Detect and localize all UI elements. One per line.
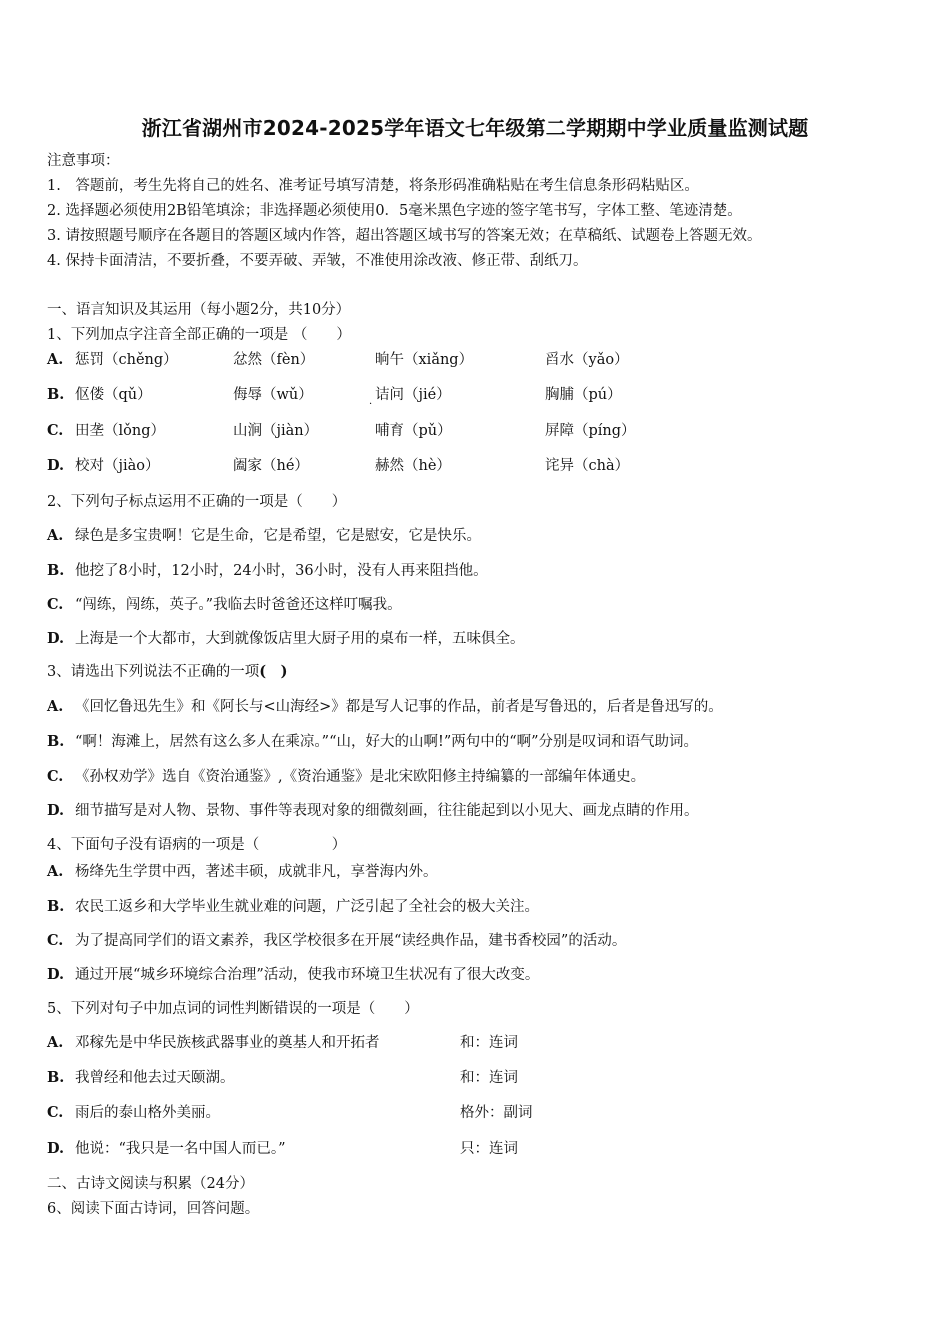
option-label: C.	[47, 932, 64, 949]
option-text: 邓稼先是中华民族核武器事业的奠基人和开拓者	[75, 1035, 380, 1051]
q1-option-c-item: 屏障（píng）	[545, 423, 636, 439]
option-text: 通过开展“城乡环境综合治理”活动，使我市环境卫生状况有了很大改变。	[75, 967, 540, 983]
q1-option-d-item: 诧异（chà）	[545, 458, 630, 474]
q5-option-a	[47, 1033, 380, 1053]
q3-option-b	[47, 732, 698, 752]
q1-option-a-item: 忿然（fèn）	[233, 352, 315, 368]
question-1-stem: 1、下列加点字注音全部正确的一项是 （ ）	[47, 327, 351, 343]
option-text: 我曾经和他去过天颐湖。	[75, 1070, 235, 1086]
option-label: C.	[47, 768, 64, 785]
option-text: 细节描写是对人物、景物、事件等表现对象的细微刻画，往往能起到以小见大、画龙点睛的作用。	[75, 803, 699, 819]
option-label: B.	[47, 1069, 65, 1086]
option-label: B.	[47, 733, 65, 750]
q1-option-a-item: 惩罚（chěng）	[75, 352, 178, 368]
option-label: B.	[47, 562, 65, 579]
q2-option-c	[47, 595, 402, 615]
q3-option-a	[47, 697, 723, 717]
option-text: 上海是一个大都市，大到就像饭店里大厨子用的桌布一样，五味俱全。	[75, 631, 525, 647]
q4-option-a	[47, 862, 438, 882]
option-label: C.	[47, 596, 64, 613]
question-3-stem	[47, 662, 287, 682]
option-label: C.	[47, 422, 64, 439]
option-label: A.	[47, 351, 64, 368]
q1-option-b-item: 诘问（jié）	[375, 387, 451, 403]
option-label: C.	[47, 1104, 64, 1121]
q1-option-b-item: 侮辱（wǔ）	[233, 387, 313, 403]
notice-item: 4. 保持卡面清洁，不要折叠，不要弄破、弄皱，不准使用涂改液、修正带、刮纸刀。	[47, 253, 588, 269]
option-label: D.	[47, 1140, 65, 1157]
question-2-stem: 2、下列句子标点运用不正确的一项是（ ）	[47, 494, 347, 510]
option-label: D.	[47, 630, 65, 647]
option-text: 《回忆鲁迅先生》和《阿长与<山海经>》都是写人记事的作品，前者是写鲁迅的，后者是鲁迅写的。	[75, 699, 723, 715]
answer-paren: ( )	[259, 663, 288, 680]
q1-option-b-label	[47, 385, 75, 405]
emphasis-dot-mark: ·	[369, 399, 373, 410]
notice-item: 2. 选择题必须使用2B铅笔填涂；非选择题必须使用0．5毫米黑色字迹的签字笔书写，字体工整、笔迹清楚。	[47, 203, 742, 219]
q3-option-d	[47, 801, 699, 821]
option-label: D.	[47, 802, 65, 819]
option-label: B.	[47, 898, 65, 915]
q5-option-b-answer: 和：连词	[460, 1070, 518, 1086]
option-text: 他说：“我只是一名中国人而已。”	[75, 1141, 286, 1157]
option-text: 《孙权劝学》选自《资治通鉴》,《资治通鉴》是北宋欧阳修主持编纂的一部编年体通史。	[75, 769, 646, 785]
option-label: D.	[47, 457, 65, 474]
q5-option-c	[47, 1103, 220, 1123]
q1-option-c-item: 田垄（lǒng）	[75, 423, 165, 439]
q1-option-c-item: 山涧（jiàn）	[233, 423, 319, 439]
option-text: 杨绛先生学贯中西，著述丰硕，成就非凡，享誉海内外。	[75, 864, 438, 880]
question-5-stem: 5、下列对句子中加点词的词性判断错误的一项是（ ）	[47, 1001, 419, 1017]
q1-option-a-item: 晌午（xiǎng）	[375, 352, 474, 368]
q4-option-b	[47, 897, 539, 917]
q1-option-b-item: 胸脯（pú）	[545, 387, 622, 403]
option-text: 雨后的泰山格外美丽。	[75, 1105, 220, 1121]
notice-heading: 注意事项：	[47, 153, 120, 169]
q5-option-b	[47, 1068, 235, 1088]
q2-option-d	[47, 629, 525, 649]
section1-heading: 一、语言知识及其运用（每小题2分，共10分）	[47, 302, 351, 318]
question-6-stem: 6、阅读下面古诗词，回答问题。	[47, 1201, 260, 1217]
q1-option-a-item: 舀水（yǎo）	[545, 352, 629, 368]
q1-option-d-label	[47, 456, 75, 476]
question-3-text: 3、请选出下列说法不正确的一项	[47, 664, 260, 680]
q5-option-c-answer: 格外：副词	[460, 1105, 533, 1121]
notice-item: 1. 答题前，考生先将自己的姓名、准考证号填写清楚，将条形码准确粘贴在考生信息条形码粘贴区。	[47, 178, 699, 194]
q1-option-b-item: 伛偻（qǔ）	[75, 387, 152, 403]
q4-option-c	[47, 931, 626, 951]
option-text: 绿色是多宝贵啊！它是生命，它是希望，它是慰安，它是快乐。	[75, 528, 481, 544]
q1-option-d-item: 校对（jiào）	[75, 458, 160, 474]
option-label: A.	[47, 863, 64, 880]
q1-option-c-item: 哺育（pǔ）	[375, 423, 452, 439]
option-label: A.	[47, 698, 64, 715]
q5-option-d	[47, 1139, 286, 1159]
notice-item: 3. 请按照题号顺序在各题目的答题区域内作答，超出答题区域书写的答案无效；在草稿纸、试题卷上答题无效。	[47, 228, 762, 244]
q3-option-c	[47, 767, 645, 787]
q1-option-c-label	[47, 421, 75, 441]
q1-option-d-item: 阖家（hé）	[233, 458, 309, 474]
q4-option-d	[47, 965, 539, 985]
q2-option-b	[47, 561, 488, 581]
q5-option-d-answer: 只：连词	[460, 1141, 518, 1157]
q1-option-d-item: 赫然（hè）	[375, 458, 451, 474]
option-label: A.	[47, 1034, 64, 1051]
option-text: “闯练，闯练，英子。”我临去时爸爸还这样叮嘱我。	[75, 597, 402, 613]
section2-heading: 二、古诗文阅读与积累（24分）	[47, 1176, 254, 1192]
option-text: 为了提高同学们的语文素养，我区学校很多在开展“读经典作品，建书香校园”的活动。	[75, 933, 627, 949]
option-text: “啊！海滩上，居然有这么多人在乘凉。”“山，好大的山啊!”两句中的“啊”分别是叹词和语气助词。	[75, 734, 699, 750]
question-4-stem: 4、下面句子没有语病的一项是（ ）	[47, 837, 347, 853]
option-text: 他挖了8小时，12小时，24小时，36小时，没有人再来阻挡他。	[75, 563, 488, 579]
option-label: D.	[47, 966, 65, 983]
option-label: A.	[47, 527, 64, 544]
q2-option-a	[47, 526, 481, 546]
q5-option-a-answer: 和：连词	[460, 1035, 518, 1051]
option-label: B.	[47, 386, 65, 403]
page-title: 浙江省湖州市2024-2025学年语文七年级第二学期期中学业质量监测试题	[141, 116, 809, 140]
q1-option-a-label	[47, 350, 75, 370]
option-text: 农民工返乡和大学毕业生就业难的问题，广泛引起了全社会的极大关注。	[75, 899, 539, 915]
